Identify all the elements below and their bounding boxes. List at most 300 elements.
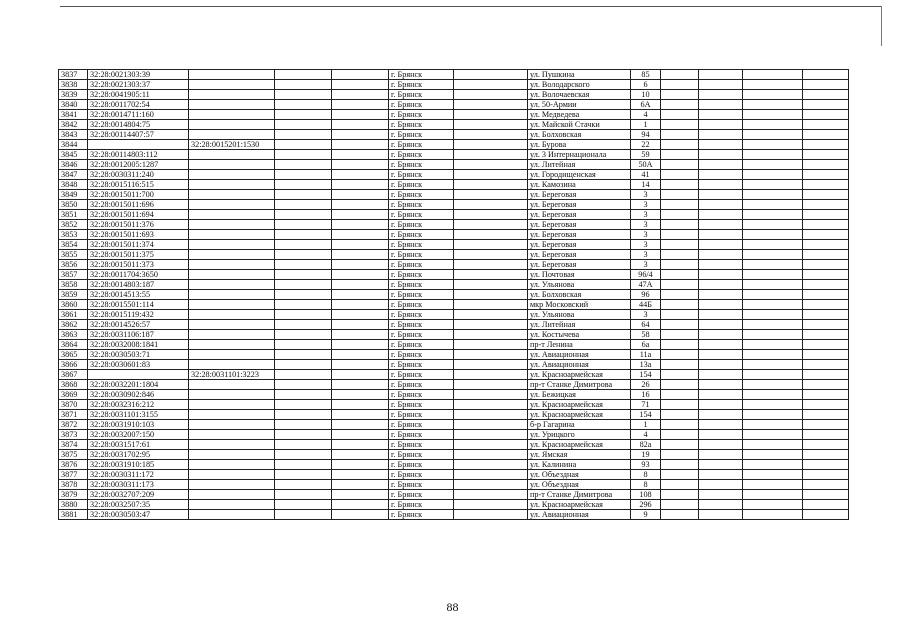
street-cell: ул. Красноармейская xyxy=(528,370,631,380)
house-number-cell: 96 xyxy=(631,290,661,300)
street-cell: б-р Гагарина xyxy=(528,420,631,430)
empty-cell xyxy=(743,340,803,350)
empty-cell xyxy=(699,340,743,350)
table-row xyxy=(59,350,849,360)
house-number-cell: 93 xyxy=(631,460,661,470)
house-number-cell: 1 xyxy=(631,420,661,430)
table-row xyxy=(59,290,849,300)
empty-cell xyxy=(275,300,332,310)
empty-cell xyxy=(454,430,528,440)
table-row xyxy=(59,70,849,80)
empty-cell xyxy=(332,480,389,490)
row-number-cell: 3847 xyxy=(59,170,88,180)
table-row xyxy=(59,430,849,440)
street-cell: ул. Красноармейская xyxy=(528,500,631,510)
row-number-cell: 3862 xyxy=(59,320,88,330)
empty-cell xyxy=(275,230,332,240)
empty-cell xyxy=(454,220,528,230)
street-cell: ул. Литейная xyxy=(528,160,631,170)
empty-cell xyxy=(454,70,528,80)
empty-cell xyxy=(332,360,389,370)
empty-cell xyxy=(661,120,699,130)
row-number-cell: 3879 xyxy=(59,490,88,500)
city-cell: г. Брянск xyxy=(389,390,454,400)
empty-cell xyxy=(661,90,699,100)
empty-cell xyxy=(803,410,849,420)
empty-cell xyxy=(275,200,332,210)
empty-cell xyxy=(275,510,332,520)
empty-cell xyxy=(743,250,803,260)
empty-cell xyxy=(275,180,332,190)
table-row xyxy=(59,300,849,310)
city-cell: г. Брянск xyxy=(389,190,454,200)
empty-cell xyxy=(803,300,849,310)
table-row xyxy=(59,100,849,110)
house-number-cell: 9 xyxy=(631,510,661,520)
street-cell: ул. Береговая xyxy=(528,210,631,220)
empty-cell xyxy=(743,200,803,210)
empty-cell xyxy=(332,490,389,500)
land-cadastral-number-cell xyxy=(189,270,275,280)
table-row xyxy=(59,470,849,480)
table-row xyxy=(59,440,849,450)
empty-cell xyxy=(699,350,743,360)
house-number-cell: 94 xyxy=(631,130,661,140)
house-number-cell: 6 xyxy=(631,80,661,90)
empty-cell xyxy=(454,490,528,500)
street-cell: ул. Объездная xyxy=(528,480,631,490)
empty-cell xyxy=(454,180,528,190)
house-number-cell: 16 xyxy=(631,390,661,400)
empty-cell xyxy=(803,360,849,370)
empty-cell xyxy=(454,80,528,90)
empty-cell xyxy=(661,140,699,150)
street-cell: ул. Урицкого xyxy=(528,430,631,440)
street-cell: ул. Камозина xyxy=(528,180,631,190)
row-number-cell: 3854 xyxy=(59,240,88,250)
house-number-cell: 64 xyxy=(631,320,661,330)
empty-cell xyxy=(661,370,699,380)
empty-cell xyxy=(743,410,803,420)
table-row xyxy=(59,110,849,120)
empty-cell xyxy=(743,90,803,100)
empty-cell xyxy=(661,220,699,230)
street-cell: мкр Московский xyxy=(528,300,631,310)
empty-cell xyxy=(332,390,389,400)
house-number-cell: 13а xyxy=(631,360,661,370)
row-number-cell: 3841 xyxy=(59,110,88,120)
empty-cell xyxy=(803,350,849,360)
empty-cell xyxy=(332,280,389,290)
table-row xyxy=(59,310,849,320)
empty-cell xyxy=(803,270,849,280)
empty-cell xyxy=(803,230,849,240)
empty-cell xyxy=(699,410,743,420)
registry-rows xyxy=(59,70,849,520)
land-cadastral-number-cell xyxy=(189,510,275,520)
empty-cell xyxy=(454,300,528,310)
empty-cell xyxy=(699,290,743,300)
row-number-cell: 3881 xyxy=(59,510,88,520)
empty-cell xyxy=(275,220,332,230)
row-number-cell: 3880 xyxy=(59,500,88,510)
empty-cell xyxy=(743,120,803,130)
table-row xyxy=(59,370,849,380)
empty-cell xyxy=(743,480,803,490)
city-cell: г. Брянск xyxy=(389,450,454,460)
empty-cell xyxy=(803,170,849,180)
row-number-cell: 3844 xyxy=(59,140,88,150)
table-row xyxy=(59,260,849,270)
empty-cell xyxy=(275,460,332,470)
empty-cell xyxy=(661,100,699,110)
street-cell: ул. Береговая xyxy=(528,220,631,230)
empty-cell xyxy=(332,270,389,280)
row-number-cell: 3870 xyxy=(59,400,88,410)
empty-cell xyxy=(661,460,699,470)
empty-cell xyxy=(743,320,803,330)
land-cadastral-number-cell xyxy=(189,130,275,140)
empty-cell xyxy=(332,410,389,420)
row-number-cell: 3872 xyxy=(59,420,88,430)
empty-cell xyxy=(803,380,849,390)
street-cell: ул. Береговая xyxy=(528,230,631,240)
empty-cell xyxy=(661,190,699,200)
empty-cell xyxy=(803,440,849,450)
empty-cell xyxy=(803,190,849,200)
table-row xyxy=(59,410,849,420)
empty-cell xyxy=(699,320,743,330)
empty-cell xyxy=(803,450,849,460)
house-number-cell: 11а xyxy=(631,350,661,360)
table-row xyxy=(59,500,849,510)
city-cell: г. Брянск xyxy=(389,110,454,120)
empty-cell xyxy=(743,170,803,180)
cadastral-number-cell: 32:28:0014804:75 xyxy=(88,120,189,130)
empty-cell xyxy=(454,480,528,490)
cadastral-number-cell: 32:28:0015011:694 xyxy=(88,210,189,220)
empty-cell xyxy=(332,150,389,160)
empty-cell xyxy=(803,220,849,230)
empty-cell xyxy=(661,420,699,430)
empty-cell xyxy=(332,290,389,300)
row-number-cell: 3863 xyxy=(59,330,88,340)
street-cell: пр-т Ленина xyxy=(528,340,631,350)
house-number-cell: 59 xyxy=(631,150,661,160)
house-number-cell: 41 xyxy=(631,170,661,180)
house-number-cell: 154 xyxy=(631,410,661,420)
empty-cell xyxy=(661,340,699,350)
empty-cell xyxy=(454,110,528,120)
table-row xyxy=(59,190,849,200)
cadastral-number-cell: 32:28:0030503:47 xyxy=(88,510,189,520)
empty-cell xyxy=(661,170,699,180)
empty-cell xyxy=(743,190,803,200)
cadastral-number-cell: 32:28:0012005:1287 xyxy=(88,160,189,170)
empty-cell xyxy=(275,340,332,350)
land-cadastral-number-cell xyxy=(189,310,275,320)
empty-cell xyxy=(454,100,528,110)
empty-cell xyxy=(743,500,803,510)
cadastral-number-cell: 32:28:0031910:185 xyxy=(88,460,189,470)
empty-cell xyxy=(332,330,389,340)
empty-cell xyxy=(699,90,743,100)
land-cadastral-number-cell xyxy=(189,380,275,390)
street-cell: ул. Болховская xyxy=(528,290,631,300)
empty-cell xyxy=(803,480,849,490)
land-cadastral-number-cell xyxy=(189,460,275,470)
empty-cell xyxy=(332,460,389,470)
empty-cell xyxy=(332,440,389,450)
empty-cell xyxy=(803,340,849,350)
house-number-cell: 3 xyxy=(631,240,661,250)
house-number-cell: 82а xyxy=(631,440,661,450)
city-cell: г. Брянск xyxy=(389,490,454,500)
street-cell: ул. Авиационная xyxy=(528,360,631,370)
empty-cell xyxy=(661,430,699,440)
empty-cell xyxy=(661,200,699,210)
empty-cell xyxy=(699,450,743,460)
empty-cell xyxy=(332,310,389,320)
empty-cell xyxy=(743,210,803,220)
empty-cell xyxy=(699,210,743,220)
empty-cell xyxy=(743,490,803,500)
cadastral-number-cell: 32:28:0032201:1804 xyxy=(88,380,189,390)
empty-cell xyxy=(454,420,528,430)
empty-cell xyxy=(803,460,849,470)
cadastral-number-cell: 32:28:0015011:375 xyxy=(88,250,189,260)
empty-cell xyxy=(454,120,528,130)
empty-cell xyxy=(275,430,332,440)
empty-cell xyxy=(661,240,699,250)
empty-cell xyxy=(803,130,849,140)
cadastral-number-cell: 32:28:0030601:83 xyxy=(88,360,189,370)
empty-cell xyxy=(699,510,743,520)
land-cadastral-number-cell xyxy=(189,200,275,210)
cadastral-number-cell: 32:28:0031106:187 xyxy=(88,330,189,340)
empty-cell xyxy=(803,370,849,380)
empty-cell xyxy=(454,270,528,280)
city-cell: г. Брянск xyxy=(389,180,454,190)
empty-cell xyxy=(699,160,743,170)
empty-cell xyxy=(275,440,332,450)
land-cadastral-number-cell xyxy=(189,350,275,360)
cadastral-number-cell: 32:28:0015011:693 xyxy=(88,230,189,240)
empty-cell xyxy=(454,90,528,100)
land-cadastral-number-cell xyxy=(189,250,275,260)
city-cell: г. Брянск xyxy=(389,460,454,470)
table-row xyxy=(59,510,849,520)
house-number-cell: 3 xyxy=(631,230,661,240)
empty-cell xyxy=(454,330,528,340)
house-number-cell: 44Б xyxy=(631,300,661,310)
city-cell: г. Брянск xyxy=(389,280,454,290)
land-cadastral-number-cell xyxy=(189,150,275,160)
empty-cell xyxy=(454,250,528,260)
cadastral-number-cell: 32:28:0030311:172 xyxy=(88,470,189,480)
land-cadastral-number-cell xyxy=(189,420,275,430)
street-cell: ул. Почтовая xyxy=(528,270,631,280)
house-number-cell: 3 xyxy=(631,210,661,220)
city-cell: г. Брянск xyxy=(389,380,454,390)
house-number-cell: 6А xyxy=(631,100,661,110)
empty-cell xyxy=(803,70,849,80)
cadastral-number-cell: 32:28:0031101:3155 xyxy=(88,410,189,420)
empty-cell xyxy=(661,230,699,240)
empty-cell xyxy=(661,210,699,220)
row-number-cell: 3878 xyxy=(59,480,88,490)
land-cadastral-number-cell xyxy=(189,170,275,180)
row-number-cell: 3858 xyxy=(59,280,88,290)
table-row xyxy=(59,160,849,170)
land-cadastral-number-cell xyxy=(189,230,275,240)
empty-cell xyxy=(332,80,389,90)
empty-cell xyxy=(332,500,389,510)
empty-cell xyxy=(803,240,849,250)
street-cell: ул. 3 Интернационала xyxy=(528,150,631,160)
land-cadastral-number-cell xyxy=(189,490,275,500)
street-cell: ул. Майской Стачки xyxy=(528,120,631,130)
row-number-cell: 3859 xyxy=(59,290,88,300)
empty-cell xyxy=(743,180,803,190)
cadastral-number-cell: 32:28:0014526:57 xyxy=(88,320,189,330)
empty-cell xyxy=(699,480,743,490)
empty-cell xyxy=(803,90,849,100)
street-cell: ул. Береговая xyxy=(528,190,631,200)
empty-cell xyxy=(275,140,332,150)
empty-cell xyxy=(454,390,528,400)
empty-cell xyxy=(661,80,699,90)
empty-cell xyxy=(454,350,528,360)
city-cell: г. Брянск xyxy=(389,200,454,210)
empty-cell xyxy=(661,440,699,450)
row-number-cell: 3875 xyxy=(59,450,88,460)
empty-cell xyxy=(454,510,528,520)
city-cell: г. Брянск xyxy=(389,260,454,270)
empty-cell xyxy=(332,470,389,480)
house-number-cell: 85 xyxy=(631,70,661,80)
cadastral-number-cell: 32:28:0031517:61 xyxy=(88,440,189,450)
empty-cell xyxy=(661,470,699,480)
city-cell: г. Брянск xyxy=(389,310,454,320)
street-cell: ул. Медведева xyxy=(528,110,631,120)
empty-cell xyxy=(454,190,528,200)
empty-cell xyxy=(332,400,389,410)
empty-cell xyxy=(699,80,743,90)
empty-cell xyxy=(699,400,743,410)
city-cell: г. Брянск xyxy=(389,410,454,420)
table-row xyxy=(59,480,849,490)
cadastral-number-cell: 32:28:0030503:71 xyxy=(88,350,189,360)
table-row xyxy=(59,390,849,400)
city-cell: г. Брянск xyxy=(389,170,454,180)
empty-cell xyxy=(743,70,803,80)
empty-cell xyxy=(275,320,332,330)
empty-cell xyxy=(661,490,699,500)
empty-cell xyxy=(661,360,699,370)
empty-cell xyxy=(332,120,389,130)
empty-cell xyxy=(454,140,528,150)
empty-cell xyxy=(661,160,699,170)
table-row xyxy=(59,360,849,370)
city-cell: г. Брянск xyxy=(389,120,454,130)
empty-cell xyxy=(743,150,803,160)
house-number-cell: 3 xyxy=(631,260,661,270)
land-cadastral-number-cell xyxy=(189,400,275,410)
empty-cell xyxy=(454,130,528,140)
street-cell: ул. Володарского xyxy=(528,80,631,90)
empty-cell xyxy=(743,270,803,280)
empty-cell xyxy=(743,110,803,120)
land-cadastral-number-cell xyxy=(189,70,275,80)
empty-cell xyxy=(743,370,803,380)
empty-cell xyxy=(699,70,743,80)
city-cell: г. Брянск xyxy=(389,340,454,350)
empty-cell xyxy=(275,310,332,320)
street-cell: ул. Бурова xyxy=(528,140,631,150)
empty-cell xyxy=(699,300,743,310)
house-number-cell: 50А xyxy=(631,160,661,170)
land-cadastral-number-cell xyxy=(189,360,275,370)
street-cell: ул. Авиационная xyxy=(528,350,631,360)
row-number-cell: 3861 xyxy=(59,310,88,320)
street-cell: ул. Литейная xyxy=(528,320,631,330)
empty-cell xyxy=(275,270,332,280)
empty-cell xyxy=(699,360,743,370)
cadastral-number-cell: 32:28:0031702:95 xyxy=(88,450,189,460)
cadastral-number-cell xyxy=(88,370,189,380)
table-row xyxy=(59,120,849,130)
cadastral-number-cell: 32:28:0015011:373 xyxy=(88,260,189,270)
empty-cell xyxy=(454,170,528,180)
empty-cell xyxy=(661,330,699,340)
row-number-cell: 3839 xyxy=(59,90,88,100)
row-number-cell: 3856 xyxy=(59,260,88,270)
row-number-cell: 3845 xyxy=(59,150,88,160)
table-row xyxy=(59,150,849,160)
empty-cell xyxy=(699,100,743,110)
cadastral-number-cell: 32:28:0032316:212 xyxy=(88,400,189,410)
empty-cell xyxy=(275,360,332,370)
empty-cell xyxy=(661,110,699,120)
row-number-cell: 3855 xyxy=(59,250,88,260)
empty-cell xyxy=(743,220,803,230)
land-cadastral-number-cell xyxy=(189,470,275,480)
land-cadastral-number-cell xyxy=(189,120,275,130)
empty-cell xyxy=(332,380,389,390)
empty-cell xyxy=(454,370,528,380)
empty-cell xyxy=(454,290,528,300)
empty-cell xyxy=(275,470,332,480)
empty-cell xyxy=(699,310,743,320)
row-number-cell: 3840 xyxy=(59,100,88,110)
house-number-cell: 14 xyxy=(631,180,661,190)
empty-cell xyxy=(661,400,699,410)
empty-cell xyxy=(743,440,803,450)
house-number-cell: 154 xyxy=(631,370,661,380)
empty-cell xyxy=(803,390,849,400)
empty-cell xyxy=(743,160,803,170)
empty-cell xyxy=(661,320,699,330)
street-cell: ул. Ульянова xyxy=(528,280,631,290)
empty-cell xyxy=(275,240,332,250)
land-cadastral-number-cell xyxy=(189,450,275,460)
street-cell: ул. Ульянова xyxy=(528,310,631,320)
table-row xyxy=(59,210,849,220)
empty-cell xyxy=(661,280,699,290)
table-row xyxy=(59,490,849,500)
land-cadastral-number-cell xyxy=(189,390,275,400)
